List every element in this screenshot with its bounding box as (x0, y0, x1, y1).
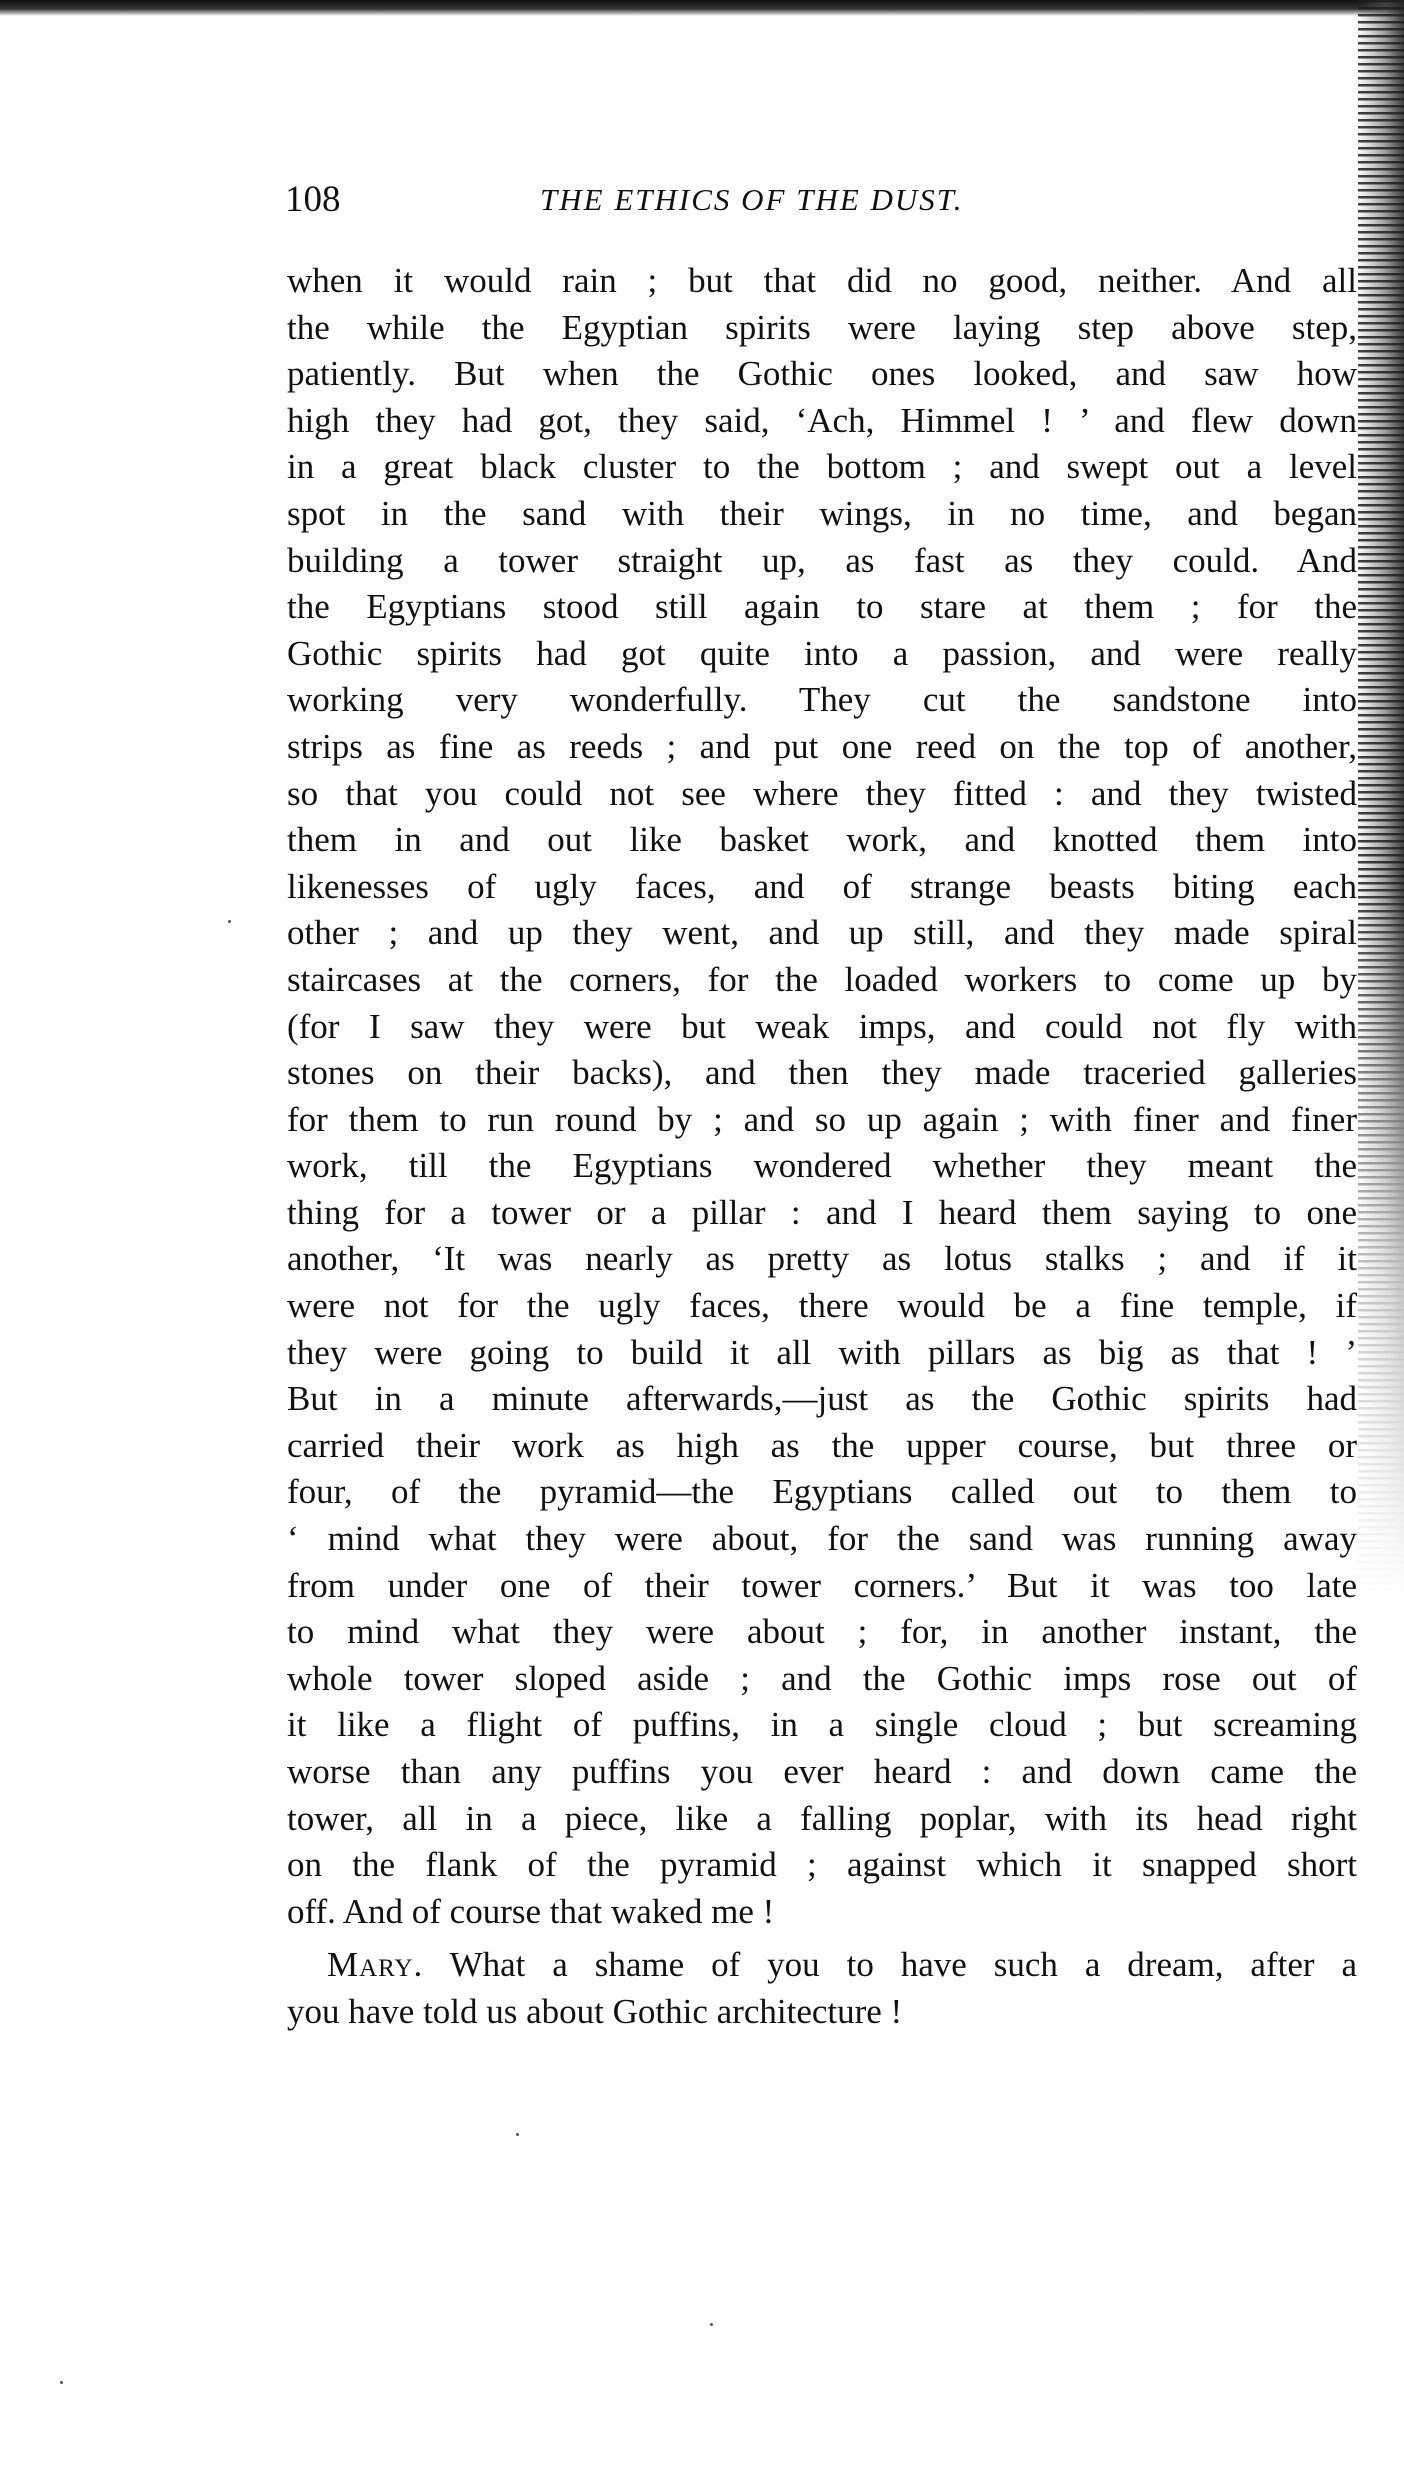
dialogue-line: you have told us about Gothic architecture ! (287, 1991, 903, 2031)
text-line: strips as fine as reeds ; and put one reed on the top of another, (287, 726, 1357, 766)
text-line: whole tower sloped aside ; and the Gothic imps rose out of (287, 1658, 1357, 1698)
text-line: working very wonderfully. They cut the sandstone into (287, 680, 1357, 720)
text-line: carried their work as high as the upper course, but three or (287, 1425, 1357, 1465)
text-line: worse than any puffins you ever heard : and down came the (287, 1752, 1357, 1791)
text-line: four, of the pyramid—the Egyptians called out to them to (287, 1472, 1357, 1512)
page-speck (516, 2133, 519, 2136)
page-binding-edge (1358, 0, 1404, 1600)
page-header (285, 178, 1360, 228)
text-line: tower, all in a piece, like a falling poplar, with its head right (287, 1798, 1357, 1838)
text-line: were not for the ugly faces, there would be a fine temple, if (287, 1286, 1357, 1326)
text-line: on the flank of the pyramid ; against which it snapped short (287, 1845, 1357, 1885)
page-speck (228, 920, 231, 923)
text-line: likenesses of ugly faces, and of strange beasts biting each (287, 866, 1357, 906)
text-line: staircases at the corners, for the loaded workers to come up by (287, 959, 1357, 999)
text-line: Gothic spirits had got quite into a passion, and were really (287, 633, 1357, 673)
text-line: ‘ mind what they were about, for the sand was running away (287, 1519, 1357, 1559)
text-line: other ; and up they went, and up still, and they made spiral (287, 913, 1357, 953)
page-speck (710, 2323, 713, 2326)
text-line: when it would rain ; but that did no good, neither. And all (287, 261, 1357, 300)
text-line: the Egyptians stood still again to stare at them ; for the (287, 587, 1357, 627)
text-line: thing for a tower or a pillar : and I heard them saying to one (287, 1192, 1357, 1232)
text-line: (for I saw they were but weak imps, and could not fly with (287, 1006, 1357, 1046)
text-line: to mind what they were about ; for, in another instant, the (287, 1612, 1357, 1652)
main-paragraph (287, 258, 1357, 1935)
text-line: stones on their backs), and then they made traceried galleries (287, 1053, 1357, 1093)
running-title: THE ETHICS OF THE DUST. (540, 182, 964, 217)
text-line: another, ‘It was nearly as pretty as lotus stalks ; and if it (287, 1239, 1357, 1279)
dialogue-mary (287, 1942, 1357, 2035)
dialogue-text: What a shame of you to have such a dream, after a (449, 1945, 1357, 1984)
speaker-name: Mary. (327, 1945, 424, 1984)
page-top-shadow (0, 0, 1404, 16)
text-line: off. And of course that waked me ! (287, 1891, 775, 1931)
dialogue-line (287, 1942, 1357, 1989)
page-number: 108 (285, 179, 341, 220)
text-line: in a great black cluster to the bottom ; and swept out a level (287, 447, 1357, 487)
text-line: spot in the sand with their wings, in no time, and began (287, 493, 1357, 533)
page-speck (60, 2381, 63, 2384)
text-line: work, till the Egyptians wondered whether they meant the (287, 1146, 1357, 1186)
text-line: building a tower straight up, as fast as they could. And (287, 540, 1357, 580)
text-line: for them to run round by ; and so up again ; with finer and finer (287, 1099, 1357, 1139)
text-line: they were going to build it all with pillars as big as that ! ’ (287, 1332, 1357, 1372)
text-line: the while the Egyptian spirits were laying step above step, (287, 307, 1357, 347)
text-line: so that you could not see where they fitted : and they twisted (287, 773, 1357, 813)
text-line: from under one of their tower corners.’ But it was too late (287, 1565, 1357, 1605)
text-line: them in and out like basket work, and knotted them into (287, 820, 1357, 860)
text-line: high they had got, they said, ‘Ach, Himmel ! ’ and flew down (287, 400, 1357, 440)
text-line: But in a minute afterwards,—just as the Gothic spirits had (287, 1379, 1357, 1419)
text-line: patiently. But when the Gothic ones looked, and saw how (287, 354, 1357, 394)
text-line: it like a flight of puffins, in a single cloud ; but screaming (287, 1705, 1357, 1745)
